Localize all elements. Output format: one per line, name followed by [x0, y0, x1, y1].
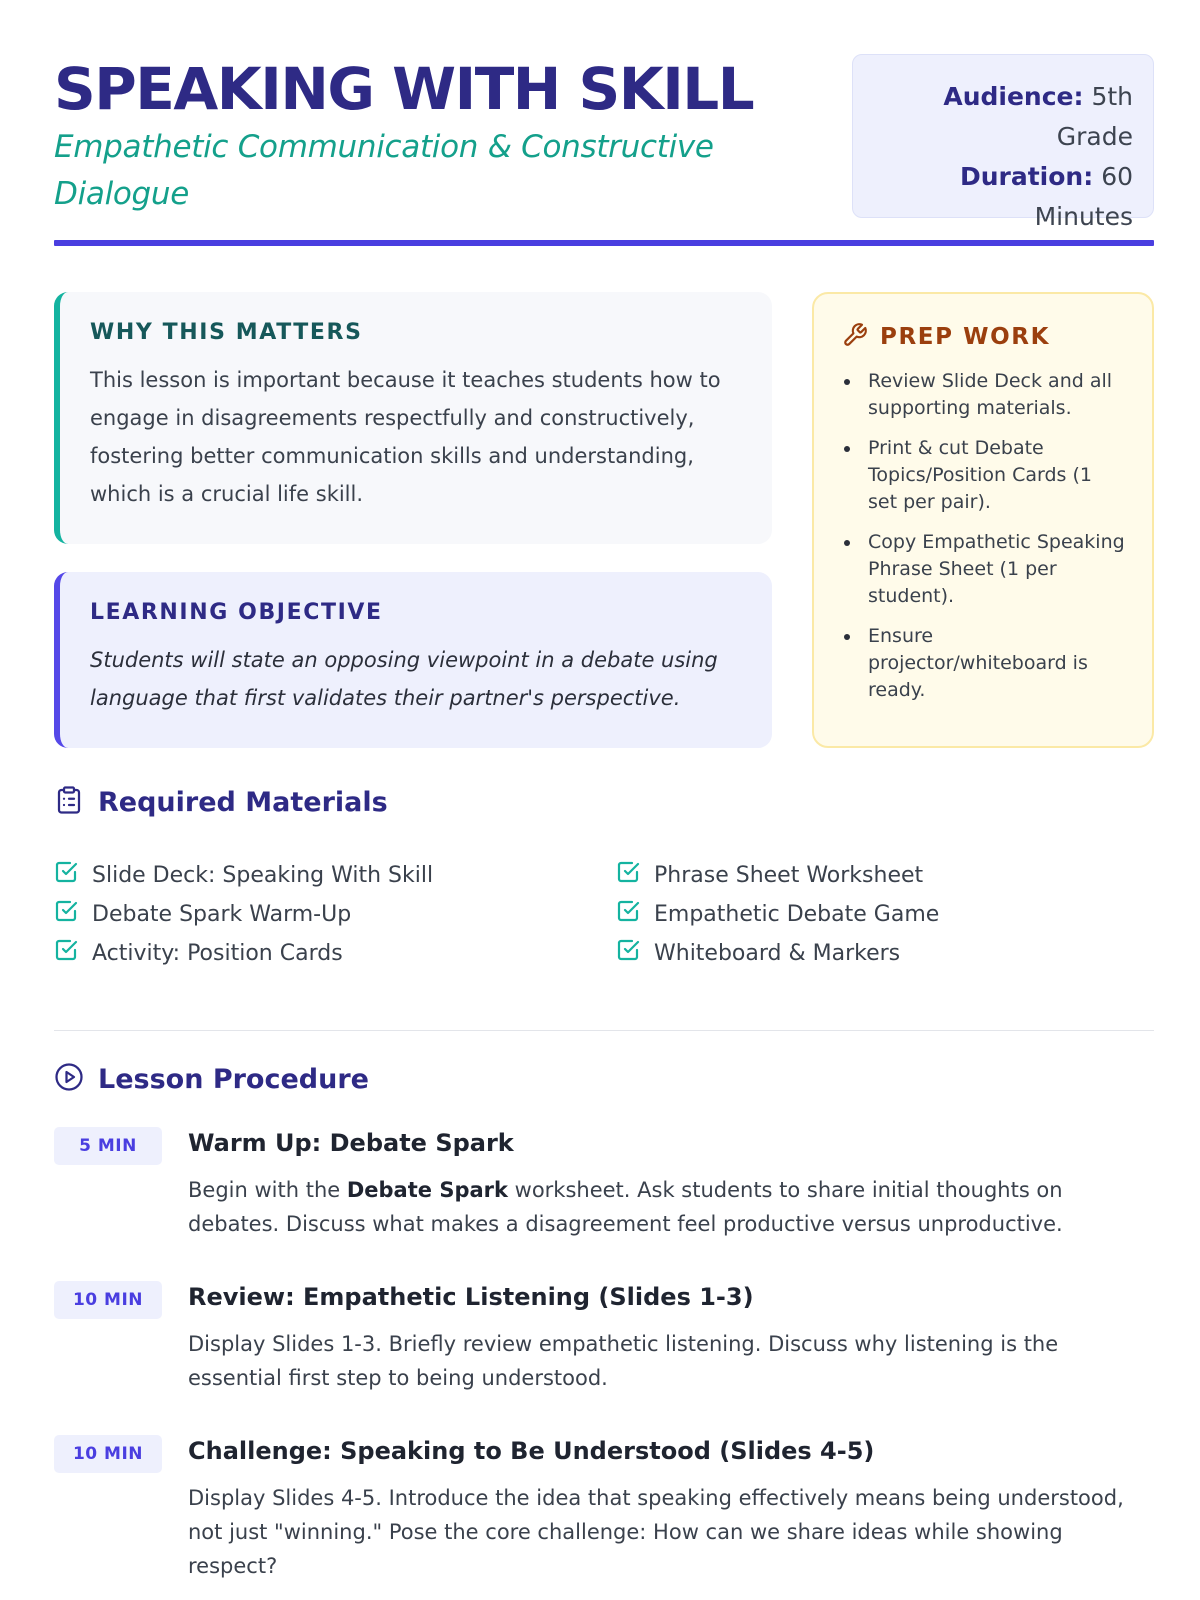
audience-line — [873, 77, 1133, 157]
step-title: Warm Up: Debate Spark — [188, 1129, 514, 1157]
prep-list — [842, 368, 1126, 704]
check-square-icon — [616, 938, 640, 968]
check-square-icon — [54, 938, 78, 968]
material-item: Empathetic Debate Game — [616, 899, 939, 929]
lesson-plan-page — [54, 0, 1154, 1600]
step-time-badge: 5 MIN — [54, 1127, 162, 1165]
prep-work-card — [812, 292, 1154, 748]
why-this-matters-card — [54, 292, 772, 544]
step-time-badge: 10 MIN — [54, 1435, 162, 1473]
section-divider — [54, 1030, 1154, 1031]
play-circle-icon — [54, 1062, 84, 1096]
step-title: Review: Empathetic Listening (Slides 1-3) — [188, 1283, 754, 1311]
prep-heading: PREP WORK — [880, 324, 1050, 350]
duration-unit: Minutes — [1034, 202, 1133, 231]
header-divider — [54, 240, 1154, 246]
prep-item: Copy Empathetic Speaking Phrase Sheet (1 per student). — [842, 529, 1126, 610]
material-item: Whiteboard & Markers — [616, 938, 900, 968]
learning-objective-card — [54, 572, 772, 748]
page-subtitle: Empathetic Communication & Constructive Dialogue — [54, 129, 714, 212]
header — [54, 52, 1154, 252]
clipboard-icon — [54, 784, 84, 820]
why-text: This lesson is important because it teaches students how to engage in disagreements respectfully and constructively, fostering better communication skills and understanding, which is a crucial life skill. — [90, 368, 721, 506]
step-description: Begin with the Debate Spark worksheet. Ask students to share initial thoughts on debates. Discuss what makes a disagreement feel productive versus unproductive. — [188, 1178, 1063, 1236]
audience-value: 5th Grade — [1056, 82, 1133, 151]
step-description: Display Slides 1-3. Briefly review empathetic listening. Discuss why listening is the essential first step to being understood. — [188, 1332, 1059, 1390]
why-heading: WHY THIS MATTERS — [90, 320, 363, 345]
wrench-icon — [842, 322, 868, 352]
check-square-icon — [54, 899, 78, 929]
material-item: Debate Spark Warm-Up — [54, 899, 351, 929]
step-description: Display Slides 4-5. Introduce the idea that speaking effectively means being understood, not just "winning." Pose the core challenge: How can we share ideas while showing respect? — [188, 1486, 1124, 1578]
prep-item: Print & cut Debate Topics/Position Cards (1 set per pair). — [842, 435, 1126, 516]
lesson-meta-box — [852, 54, 1154, 231]
duration-value: 60 — [1101, 162, 1133, 191]
materials-heading-row — [54, 784, 388, 820]
prep-header — [842, 322, 1126, 352]
step-time-badge: 10 MIN — [54, 1281, 162, 1319]
material-item: Activity: Position Cards — [54, 938, 343, 968]
material-item: Phrase Sheet Worksheet — [616, 860, 923, 890]
procedure-heading: Lesson Procedure — [98, 1063, 369, 1095]
page-title: SPEAKING WITH SKILL — [54, 55, 754, 123]
duration-label: Duration: — [959, 162, 1094, 191]
check-square-icon — [616, 899, 640, 929]
procedure-heading-row — [54, 1062, 369, 1096]
objective-text: Students will state an opposing viewpoint in a debate using language that first validates their partner's perspective. — [90, 648, 718, 710]
objective-heading: LEARNING OBJECTIVE — [90, 600, 383, 625]
materials-heading: Required Materials — [98, 786, 388, 818]
audience-label: Audience: — [943, 82, 1084, 111]
step-title: Challenge: Speaking to Be Understood (Slides 4-5) — [188, 1437, 875, 1465]
material-item: Slide Deck: Speaking With Skill — [54, 860, 433, 890]
duration-line — [873, 157, 1133, 197]
prep-item: Ensure projector/whiteboard is ready. — [842, 623, 1126, 704]
prep-item: Review Slide Deck and all supporting materials. — [842, 368, 1126, 422]
check-square-icon — [54, 860, 78, 890]
check-square-icon — [616, 860, 640, 890]
